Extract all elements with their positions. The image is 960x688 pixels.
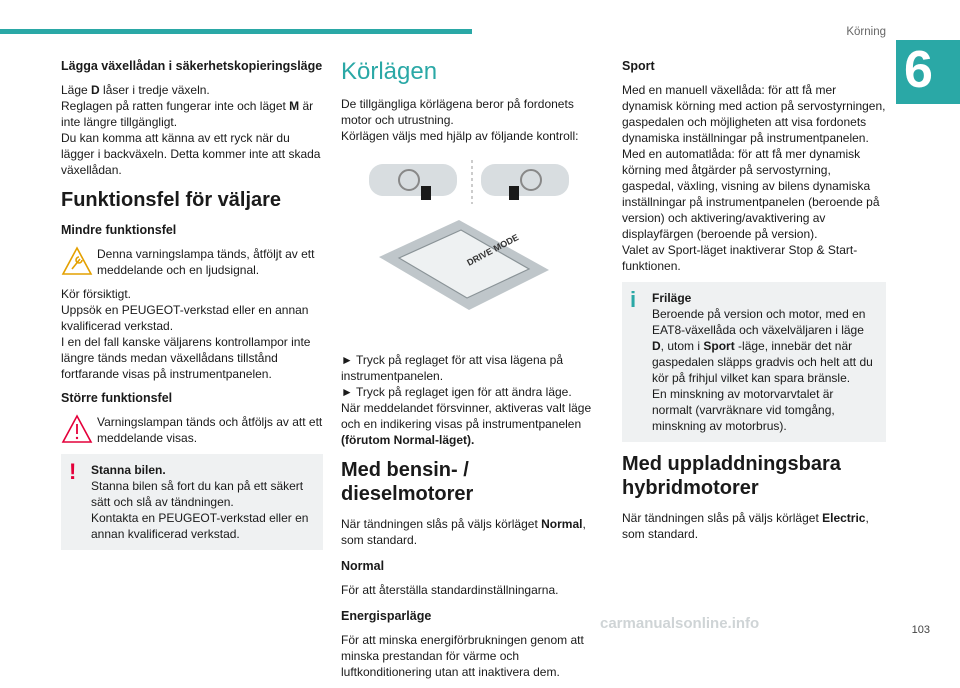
petrol-diesel-text: När tändningen slås på väljs körläget Normal, som standard. xyxy=(341,517,586,547)
freewheel-info-text: Friläge Beroende på version och motor, med en EAT8-växellåda och växelväljaren i läge D, utom i Sport -läge, innebär det när gaspedalen släpps gradvis och helt att du kör på frihjul vilket kan spara bränsle. En minskning av motorvarvtalet är normalt (varvräknare vid tomgång, minskning av motorbrus). xyxy=(652,291,873,433)
stop-notice-box xyxy=(61,454,323,550)
alert-triangle-icon xyxy=(61,414,97,444)
header-accent-bar xyxy=(0,29,472,34)
info-icon: i xyxy=(630,287,637,312)
heading-petrol-diesel: Med bensin- / dieselmotorer xyxy=(341,459,474,505)
sport-text: Med en manuell växellåda: för att få mer dynamisk körning med action på servostyrningen, gaspedalen och möjligheten att visa fordonets dynamiska inställningar på instrumentpanelen. Med en automatlåda: för att få mer dynamisk körning med åtgärder på servostyrning, gaspedal, växling, visning av bilens dynamiska inställningar på instrumentpanelen (beroende på version) och aktivering/avaktivering av displayfärgen (beroende på version). Valet av Sport-läget inaktiverar Stop & Start-funktionen. xyxy=(622,83,886,273)
page-number: 103 xyxy=(911,624,930,636)
heading-major-fault: Större funktionsfel xyxy=(61,391,173,405)
section-label: Körning xyxy=(846,26,886,38)
major-fault-warning-text: Varningslampan tänds och åtföljs av att ett meddelande visas. xyxy=(97,415,323,445)
drive-mode-button-icon xyxy=(379,220,549,310)
drive-mode-label: DRIVE MODE xyxy=(465,232,521,268)
minor-fault-warning-text: Denna varningslampa tänds, åtföljt av ett meddelande och en ljudsignal. xyxy=(97,247,315,277)
drive-modes-intro: De tillgängliga körlägena beror på fordonets motor och utrustning. Körlägen väljs med hjälp av följande kontroll: xyxy=(341,97,579,143)
major-fault-warning xyxy=(61,414,323,446)
wrench-warning-icon xyxy=(61,246,97,276)
heading-drive-modes: Körlägen xyxy=(341,58,438,85)
column-1 xyxy=(61,58,323,560)
backup-mode-text: Läge D låser i tredje växeln. Reglagen på ratten fungerar inte och läget M är inte längre tillgängligt. Du kan komma att känna av ett ryck när du lägger i backväxeln. Detta kommer inte att skada växellådan. xyxy=(61,83,321,177)
steering-wheel-paddle-left-icon xyxy=(369,164,457,200)
normal-text: För att återställa standardinställningarna. xyxy=(341,583,559,597)
heading-eco: Energisparläge xyxy=(341,609,432,623)
minor-fault-text: Kör försiktigt. Uppsök en PEUGEOT-verkstad eller en annan kvalificerad verkstad. I en del fall kanske väljarens kontrollampor inte längre tänds medan växellådans tillstånd fortfarande visas på instrumentpanelen. xyxy=(61,287,311,381)
watermark: carmanualsonline.info xyxy=(600,615,760,632)
chapter-number: 6 xyxy=(896,40,960,104)
press-instruction-1: ► Tryck på reglaget för att visa lägena på instrumentpanelen. xyxy=(341,353,563,383)
plugin-hybrid-text: När tändningen slås på väljs körläget Electric, som standard. xyxy=(622,511,869,541)
press-instruction-2: ► Tryck på reglaget igen för att ändra läge. När meddelandet försvinner, aktiveras valt läge och en indikering visas på instrumentpanelen (förutom Normal-läget). xyxy=(341,385,592,447)
freewheel-info-box xyxy=(622,282,886,442)
heading-normal: Normal xyxy=(341,559,385,573)
stop-notice-text: Stanna bilen. Stanna bilen så fort du kan på ett säkert sätt och slå av tändningen. Kontakta en PEUGEOT-verkstad eller en annan kvalificerad verkstad. xyxy=(91,463,309,541)
heading-sport: Sport xyxy=(622,59,655,73)
eco-text: För att minska energiförbrukningen genom att minska prestandan för värme och luftkonditionering utan att inaktivera dem. xyxy=(341,633,584,679)
exclamation-icon: ! xyxy=(69,459,77,484)
drive-mode-control-figure xyxy=(341,152,603,342)
column-3 xyxy=(622,58,886,550)
heading-selector-fault: Funktionsfel för väljare xyxy=(61,189,282,211)
heading-plugin-hybrid: Med uppladdningsbara hybridmotorer xyxy=(622,453,841,499)
steering-wheel-paddle-right-icon xyxy=(481,164,569,200)
column-2 xyxy=(341,58,603,688)
minor-fault-warning xyxy=(61,246,323,278)
heading-minor-fault: Mindre funktionsfel xyxy=(61,223,177,237)
heading-backup-mode: Lägga växellådan i säkerhetskopieringsläge xyxy=(61,59,323,73)
